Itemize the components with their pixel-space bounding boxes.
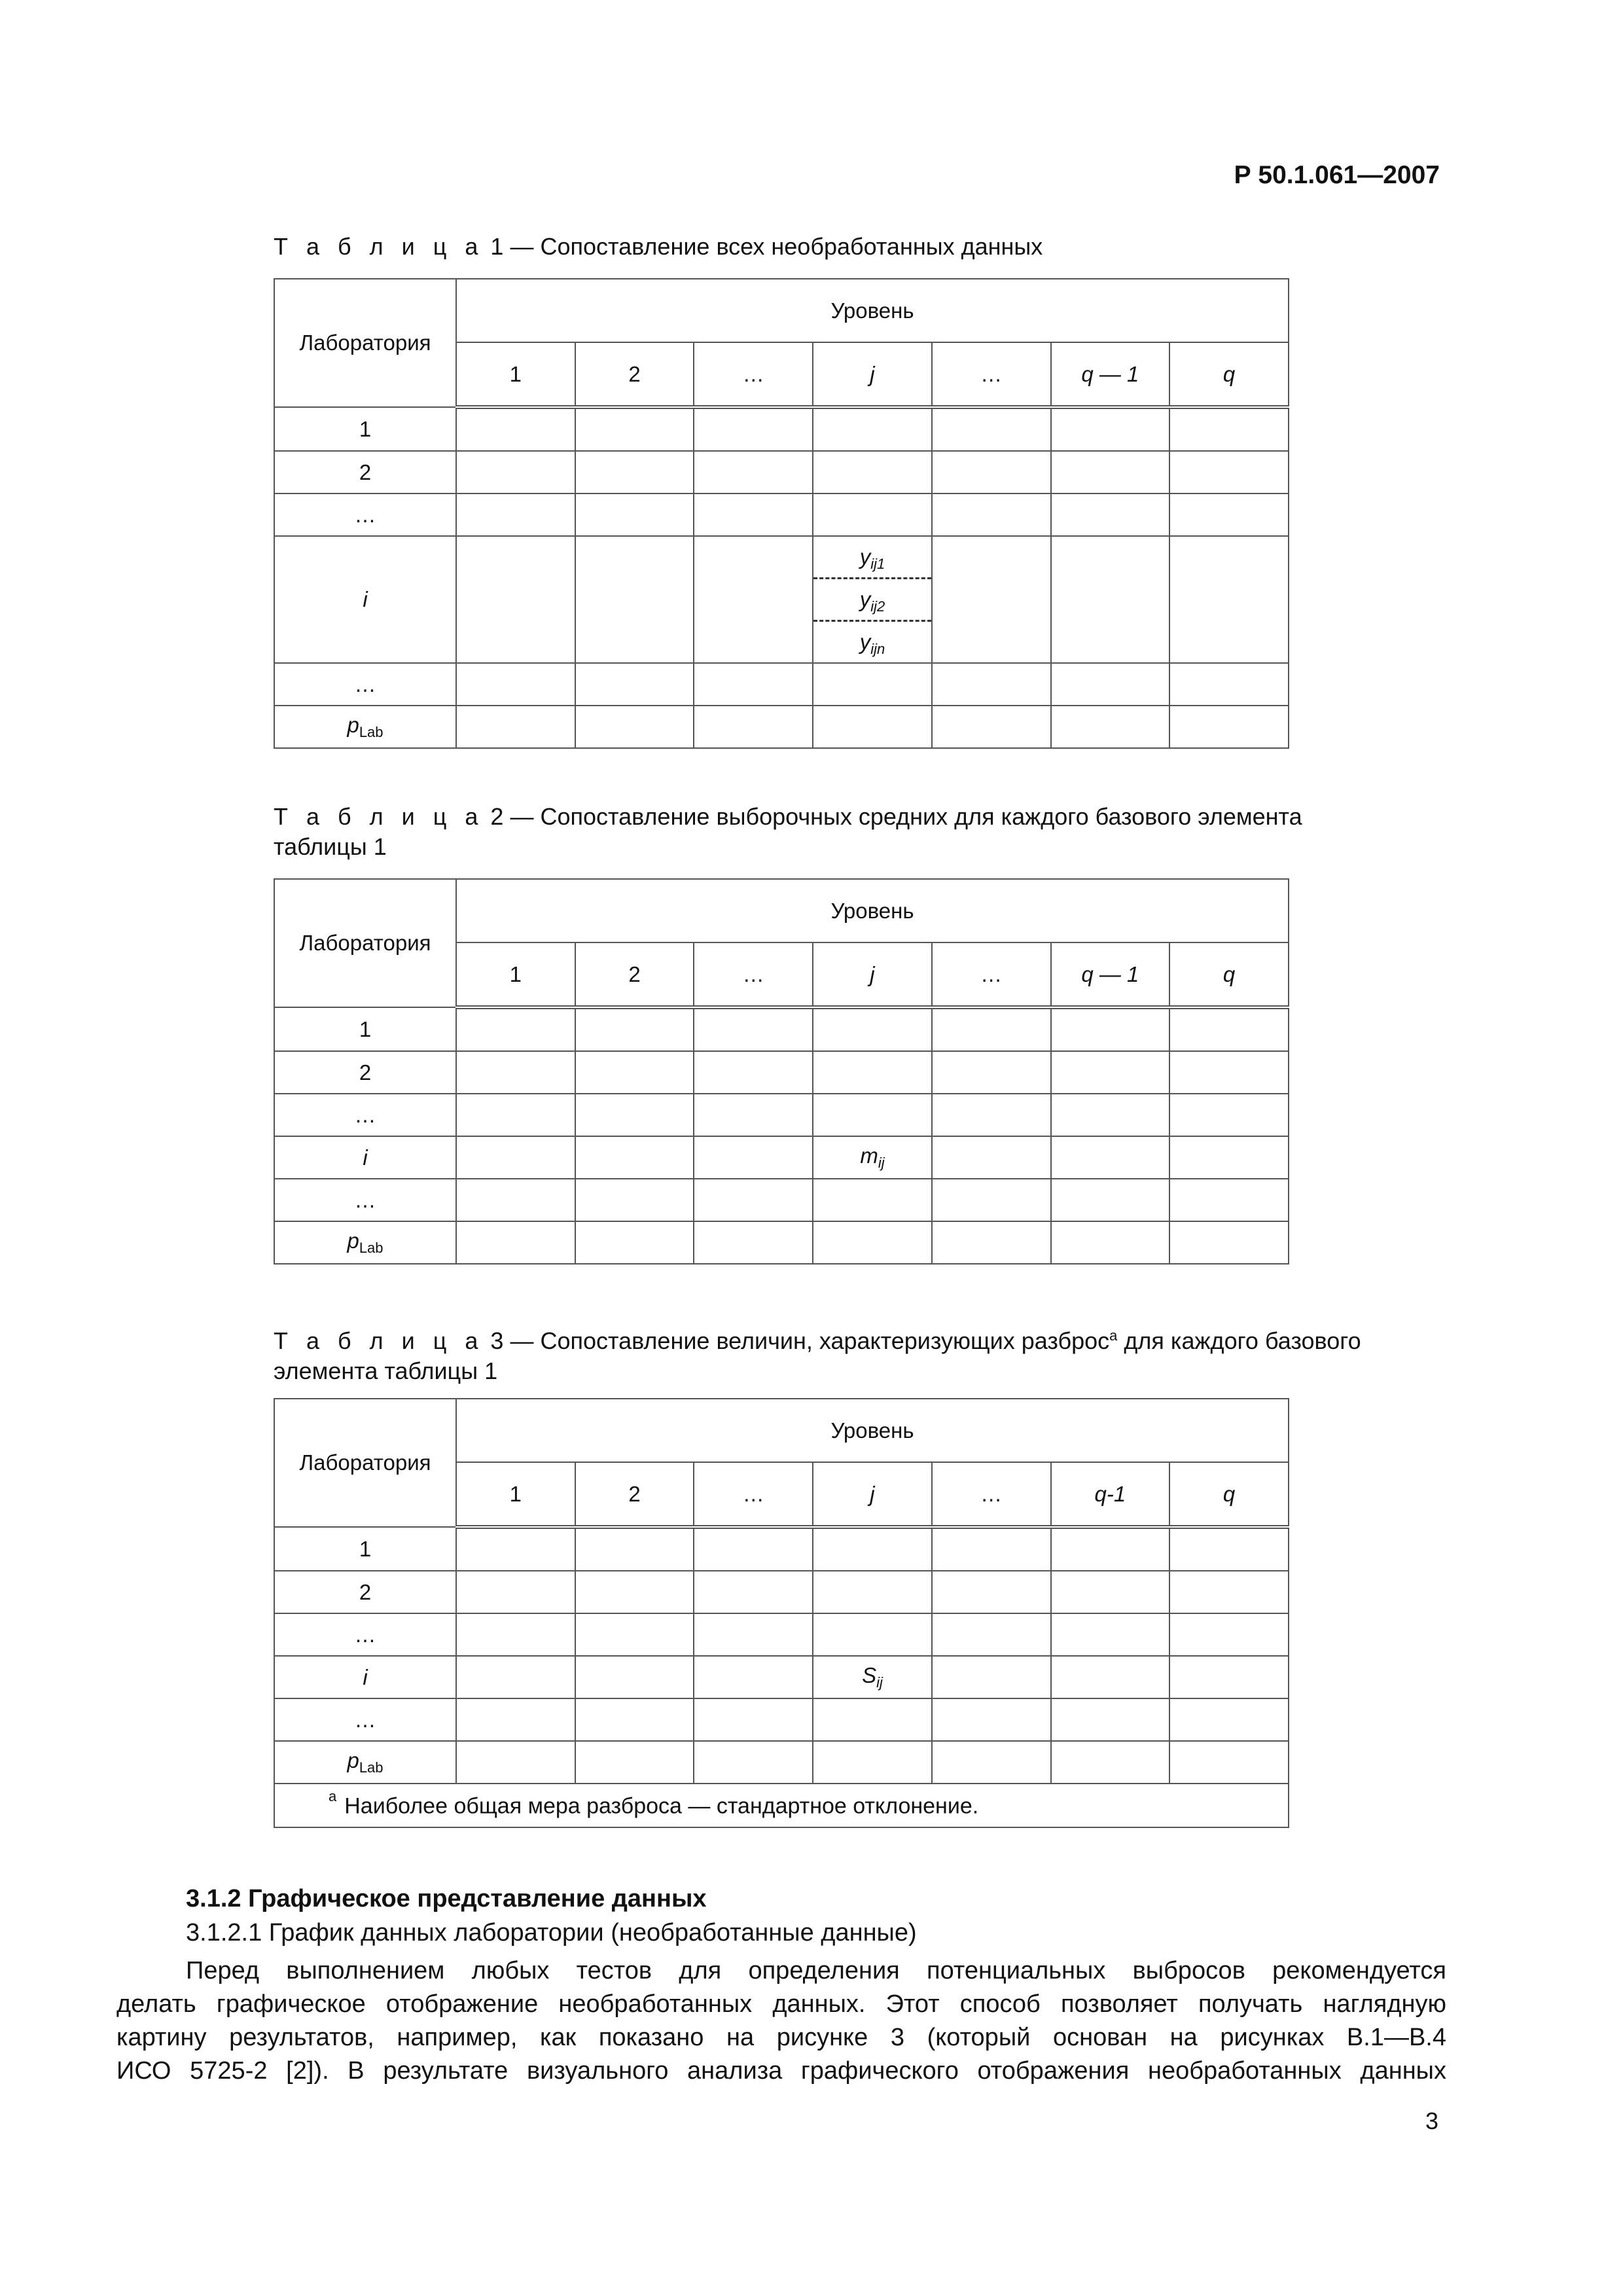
footnote-text: Наиболее общая мера разброса — стандартное отклонение. <box>344 1793 979 1819</box>
table3-level-col: 1 <box>456 1462 575 1527</box>
table2-level-col: q <box>1169 942 1289 1007</box>
table2-row-label: i <box>274 1136 456 1179</box>
table1 <box>274 278 1289 749</box>
table1-y-cell <box>813 536 932 663</box>
table-row <box>274 1051 1289 1094</box>
table-row <box>274 536 1289 663</box>
table3-level-col: q <box>1169 1462 1289 1527</box>
table3-row-label: … <box>274 1613 456 1656</box>
table-row <box>274 1698 1289 1741</box>
table2-level-header: Уровень <box>456 879 1289 942</box>
table2-caption-label: Т а б л и ц а <box>274 803 484 830</box>
table1-row-plab: $p_{Lab}$ <box>274 706 456 748</box>
table1-level-col: 2 <box>575 342 694 407</box>
table2-row-label: … <box>274 1094 456 1136</box>
table-row <box>274 1613 1289 1656</box>
table2-level-col: 2 <box>575 942 694 1007</box>
table1-row-label: i <box>274 536 456 663</box>
document-code: Р 50.1.061—2007 <box>1234 161 1440 189</box>
table2-row-label: … <box>274 1179 456 1221</box>
table2-caption-num: 2 <box>490 803 504 830</box>
table2-level-col: … <box>694 942 813 1007</box>
table3-caption-line2: элемента таблицы 1 <box>274 1357 498 1384</box>
table3-caption-sup: a <box>1109 1327 1118 1344</box>
section-heading: 3.1.2 Графическое представление данных <box>186 1885 707 1912</box>
section-paragraph <box>116 1954 1446 2088</box>
table-row <box>274 1179 1289 1221</box>
table2-caption-line2: таблицы 1 <box>274 833 387 860</box>
table2 <box>274 878 1289 1265</box>
table3-caption-text: — Сопоставление величин, характеризующих разброс <box>510 1327 1110 1354</box>
table-row <box>274 706 1289 748</box>
table1-level-col: q <box>1169 342 1289 407</box>
table-row <box>274 407 1289 451</box>
y-value-n: $y_{ijn}$ <box>859 630 885 657</box>
y-value-1: $y_{ij1}$ <box>813 537 931 579</box>
table3-level-col: 2 <box>575 1462 694 1527</box>
table2-caption-text: — Сопоставление выборочных средних для каждого базового элемента <box>510 803 1302 830</box>
paragraph-line: картину результатов, например, как показано на рисунке 3 (который основан на рисунках В.1—В.4 <box>116 2024 1446 2051</box>
table3-level-col: j <box>813 1462 932 1527</box>
table-row <box>274 1571 1289 1613</box>
table1-lab-header: Лаборатория <box>274 279 456 407</box>
table2-row-plab: $p_{Lab}$ <box>274 1221 456 1264</box>
table2-level-col: j <box>813 942 932 1007</box>
table3-level-header: Уровень <box>456 1399 1289 1462</box>
table-row <box>274 493 1289 536</box>
table-row <box>274 1527 1289 1571</box>
table2-level-col: … <box>932 942 1051 1007</box>
table-row <box>274 663 1289 706</box>
paragraph-line: ИСО 5725-2 [2]). В результате визуального анализа графического отображения необработанных данных <box>116 2057 1446 2085</box>
table3-row-label: i <box>274 1656 456 1698</box>
table1-caption-text: — Сопоставление всех необработанных данных <box>510 233 1043 260</box>
table1-row-label: 1 <box>274 407 456 451</box>
table-row <box>274 451 1289 493</box>
table2-row-label: 1 <box>274 1007 456 1051</box>
table-row <box>274 1221 1289 1264</box>
table3-lab-header: Лаборатория <box>274 1399 456 1527</box>
table3-row-label: 1 <box>274 1527 456 1571</box>
table1-level-col: … <box>694 342 813 407</box>
table3-row-label: … <box>274 1698 456 1741</box>
table3-footnote <box>274 1784 1289 1827</box>
table1-caption <box>274 232 1043 262</box>
table-row <box>274 1136 1289 1179</box>
table1-level-col: 1 <box>456 342 575 407</box>
section-subheading: 3.1.2.1 График данных лаборатории (необработанные данные) <box>186 1919 917 1946</box>
table3-caption <box>274 1321 1361 1386</box>
table1-level-col: … <box>932 342 1051 407</box>
table3-caption-num: 3 <box>490 1327 504 1354</box>
table1-level-col: j <box>813 342 932 407</box>
paragraph-line: делать графическое отображение необработанных данных. Этот способ позволяет получать наглядную <box>116 1990 1446 2018</box>
paragraph-line: Перед выполнением любых тестов для определения потенциальных выбросов рекомендуется <box>186 1957 1446 1984</box>
table3-level-col: … <box>932 1462 1051 1527</box>
table2-m-cell: $m_{ij}$ <box>813 1136 932 1179</box>
table3-caption-text2: для каждого базового <box>1117 1327 1361 1354</box>
table-row <box>274 1656 1289 1698</box>
table1-level-header: Уровень <box>456 279 1289 342</box>
table2-lab-header: Лаборатория <box>274 879 456 1007</box>
table1-level-col: q — 1 <box>1051 342 1170 407</box>
table2-level-col: 1 <box>456 942 575 1007</box>
table3-row-label: 2 <box>274 1571 456 1613</box>
table1-caption-label: Т а б л и ц а <box>274 233 484 260</box>
table3 <box>274 1398 1289 1828</box>
table3-level-col: … <box>694 1462 813 1527</box>
table1-row-label: … <box>274 493 456 536</box>
y-value-2: $y_{ij2}$ <box>813 579 931 622</box>
table3-caption-label: Т а б л и ц а <box>274 1327 484 1354</box>
table1-row-label: … <box>274 663 456 706</box>
table1-caption-num: 1 <box>490 233 504 260</box>
table3-s-cell: $S_{ij}$ <box>813 1656 932 1698</box>
table3-row-plab: $p_{Lab}$ <box>274 1741 456 1784</box>
table3-level-col: q-1 <box>1051 1462 1170 1527</box>
table2-caption <box>274 802 1302 862</box>
page-number: 3 <box>1425 2108 1438 2134</box>
table2-row-label: 2 <box>274 1051 456 1094</box>
table2-level-col: q — 1 <box>1051 942 1170 1007</box>
table-row <box>274 1741 1289 1784</box>
table-row <box>274 1007 1289 1051</box>
table1-row-label: 2 <box>274 451 456 493</box>
table-row <box>274 1094 1289 1136</box>
footnote-mark: a <box>329 1787 337 1804</box>
